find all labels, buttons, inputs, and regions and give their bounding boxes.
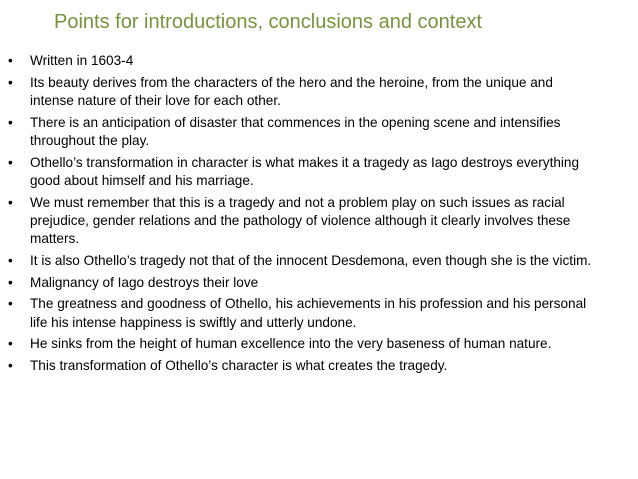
bullet-marker: • — [8, 74, 13, 90]
slide-title: Points for introductions, conclusions and context — [54, 11, 483, 33]
bullet-marker: • — [8, 53, 13, 68]
bullet-item — [8, 335, 598, 353]
bullet-text: There is an anticipation of disaster that commences in the opening scene and intensifies throughout the play. — [30, 114, 561, 148]
bullet-item — [8, 154, 598, 191]
bullet-text: Malignancy of Iago destroys their love — [30, 274, 259, 290]
bullet-item — [8, 295, 598, 332]
bullet-text: Its beauty derives from the characters of the hero and the heroine, from the unique and intense nature of their love for each other. — [30, 74, 553, 108]
bullet-marker: • — [8, 336, 13, 352]
bullet-marker: • — [8, 154, 13, 170]
bullet-item — [8, 194, 598, 249]
bullet-text: We must remember that this is a tragedy and not a problem play on such issues as racial prejudice, gender relations and the pathology of violence although it clearly involves these matters. — [30, 194, 571, 247]
bullet-item — [8, 252, 598, 270]
bullet-text: It is also Othello’s tragedy not that of the innocent Desdemona, even though she is the victim. — [30, 253, 592, 268]
bullet-item — [8, 357, 598, 375]
bullet-item — [8, 52, 598, 70]
bullet-list — [8, 52, 598, 378]
bullet-text: Othello’s transformation in character is what makes it a tragedy as Iago destroys everything good about himself and his marriage. — [30, 154, 580, 188]
bullet-marker: • — [8, 114, 13, 130]
bullet-marker: • — [8, 253, 13, 268]
bullet-item — [8, 274, 598, 292]
bullet-text: The greatness and goodness of Othello, his achievements in his profession and his personal life his intense happiness is swiftly and utterly undone. — [30, 296, 587, 330]
bullet-text: This transformation of Othello’s character is what creates the tragedy. — [30, 357, 448, 373]
bullet-marker: • — [8, 194, 13, 210]
bullet-marker: • — [8, 296, 13, 312]
bullet-item — [8, 114, 598, 151]
bullet-marker: • — [8, 274, 13, 290]
bullet-text: He sinks from the height of human excellence into the very baseness of human nature. — [30, 336, 552, 352]
bullet-text: Written in 1603-4 — [30, 53, 134, 68]
bullet-item — [8, 74, 598, 111]
bullet-marker: • — [8, 357, 13, 373]
